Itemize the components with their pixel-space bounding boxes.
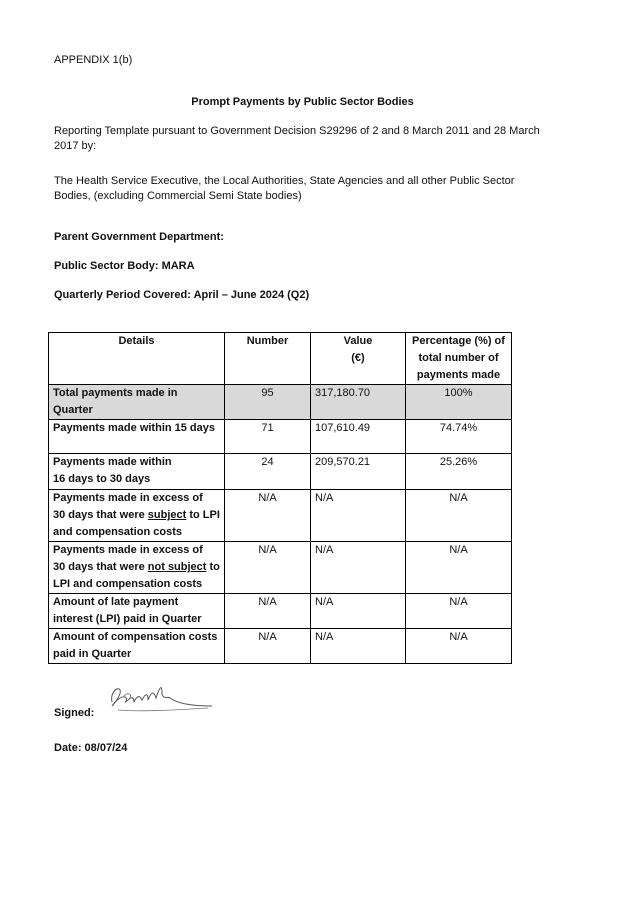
row-label: Total payments made in Quarter — [49, 385, 225, 420]
row-value: N/A — [311, 490, 406, 542]
row-label-line-2: 16 days to 30 days — [53, 473, 151, 485]
row-number: N/A — [225, 490, 311, 542]
signature-image — [104, 680, 216, 720]
row-label-text: 30 days that were — [53, 561, 148, 573]
header-percentage — [406, 333, 512, 385]
row-label-line-2 — [53, 559, 220, 576]
appendix-label: APPENDIX 1(b) — [54, 54, 133, 66]
table-row — [49, 490, 512, 542]
row-label-text: to — [206, 561, 220, 573]
row-number: N/A — [225, 629, 311, 664]
header-value — [311, 333, 406, 385]
parent-department: Parent Government Department: — [54, 231, 224, 243]
row-percentage: N/A — [406, 629, 512, 664]
row-percentage: 25.26% — [406, 454, 512, 490]
intro-line-2: 2017 by: — [54, 140, 97, 152]
table-row — [49, 420, 512, 454]
table-header-row — [49, 333, 512, 385]
row-label-line-1: Payments made in excess of — [53, 492, 203, 504]
table-row — [49, 454, 512, 490]
signature-stroke — [112, 688, 212, 706]
row-number: N/A — [225, 542, 311, 594]
bodies-line-1: The Health Service Executive, the Local Authorities, State Agencies and all other Public Sector — [54, 175, 515, 187]
date-label: Date: 08/07/24 — [54, 742, 128, 754]
table-row — [49, 629, 512, 664]
row-label-line-2 — [53, 507, 220, 524]
row-percentage: N/A — [406, 490, 512, 542]
period-covered: Quarterly Period Covered: April – June 2024 (Q2) — [54, 289, 310, 301]
bodies-line-2: Bodies, (excluding Commercial Semi State bodies) — [54, 190, 302, 202]
row-label — [49, 542, 225, 594]
table-row — [49, 542, 512, 594]
intro-paragraph — [54, 124, 554, 154]
signed-label: Signed: — [54, 707, 95, 719]
row-value: N/A — [311, 542, 406, 594]
row-value: N/A — [311, 629, 406, 664]
header-number: Number — [225, 333, 311, 385]
document-title: Prompt Payments by Public Sector Bodies — [191, 96, 414, 108]
row-label-line-1: Amount of compensation costs — [53, 631, 218, 643]
row-percentage: 74.74% — [406, 420, 512, 454]
header-details: Details — [49, 333, 225, 385]
intro-line-1: Reporting Template pursuant to Government Decision S29296 of 2 and 8 March 2011 and 28 March — [54, 125, 540, 137]
row-value: 107,610.49 — [311, 420, 406, 454]
header-value-line-2: (€) — [351, 352, 365, 364]
row-value: 317,180.70 — [311, 385, 406, 420]
header-pct-line-3: payments made — [416, 369, 501, 381]
row-label-line-2: paid in Quarter — [53, 648, 132, 660]
row-label-line-3: and compensation costs — [53, 526, 182, 538]
row-label-underlined: not subject — [147, 561, 207, 573]
table-row — [49, 594, 512, 629]
public-sector-body: Public Sector Body: MARA — [54, 260, 195, 272]
row-label-line-1: Payments made within — [53, 456, 172, 468]
row-label-line-1: Payments made in excess of — [53, 544, 203, 556]
row-label: Payments made within 15 days — [49, 420, 225, 454]
header-value-line-1: Value — [343, 335, 373, 347]
table-row — [49, 385, 512, 420]
header-pct-line-1: Percentage (%) of — [412, 335, 505, 347]
row-number: 95 — [225, 385, 311, 420]
row-label-text: 30 days that were — [53, 509, 148, 521]
row-label — [49, 454, 225, 490]
row-label-underlined: subject — [147, 509, 187, 521]
row-number: 24 — [225, 454, 311, 490]
header-pct-line-2: total number of — [418, 352, 499, 364]
payments-table — [48, 332, 512, 664]
row-label-line-2: interest (LPI) paid in Quarter — [53, 613, 202, 625]
row-label-text: to LPI — [186, 509, 220, 521]
signature-underline — [118, 708, 208, 711]
row-percentage: N/A — [406, 542, 512, 594]
row-percentage: N/A — [406, 594, 512, 629]
row-label — [49, 594, 225, 629]
row-number: 71 — [225, 420, 311, 454]
row-label-line-3: LPI and compensation costs — [53, 578, 203, 590]
bodies-paragraph — [54, 174, 554, 204]
row-value: N/A — [311, 594, 406, 629]
row-label — [49, 490, 225, 542]
row-value: 209,570.21 — [311, 454, 406, 490]
row-percentage: 100% — [406, 385, 512, 420]
row-number: N/A — [225, 594, 311, 629]
row-label-line-1: Amount of late payment — [53, 596, 179, 608]
row-label — [49, 629, 225, 664]
